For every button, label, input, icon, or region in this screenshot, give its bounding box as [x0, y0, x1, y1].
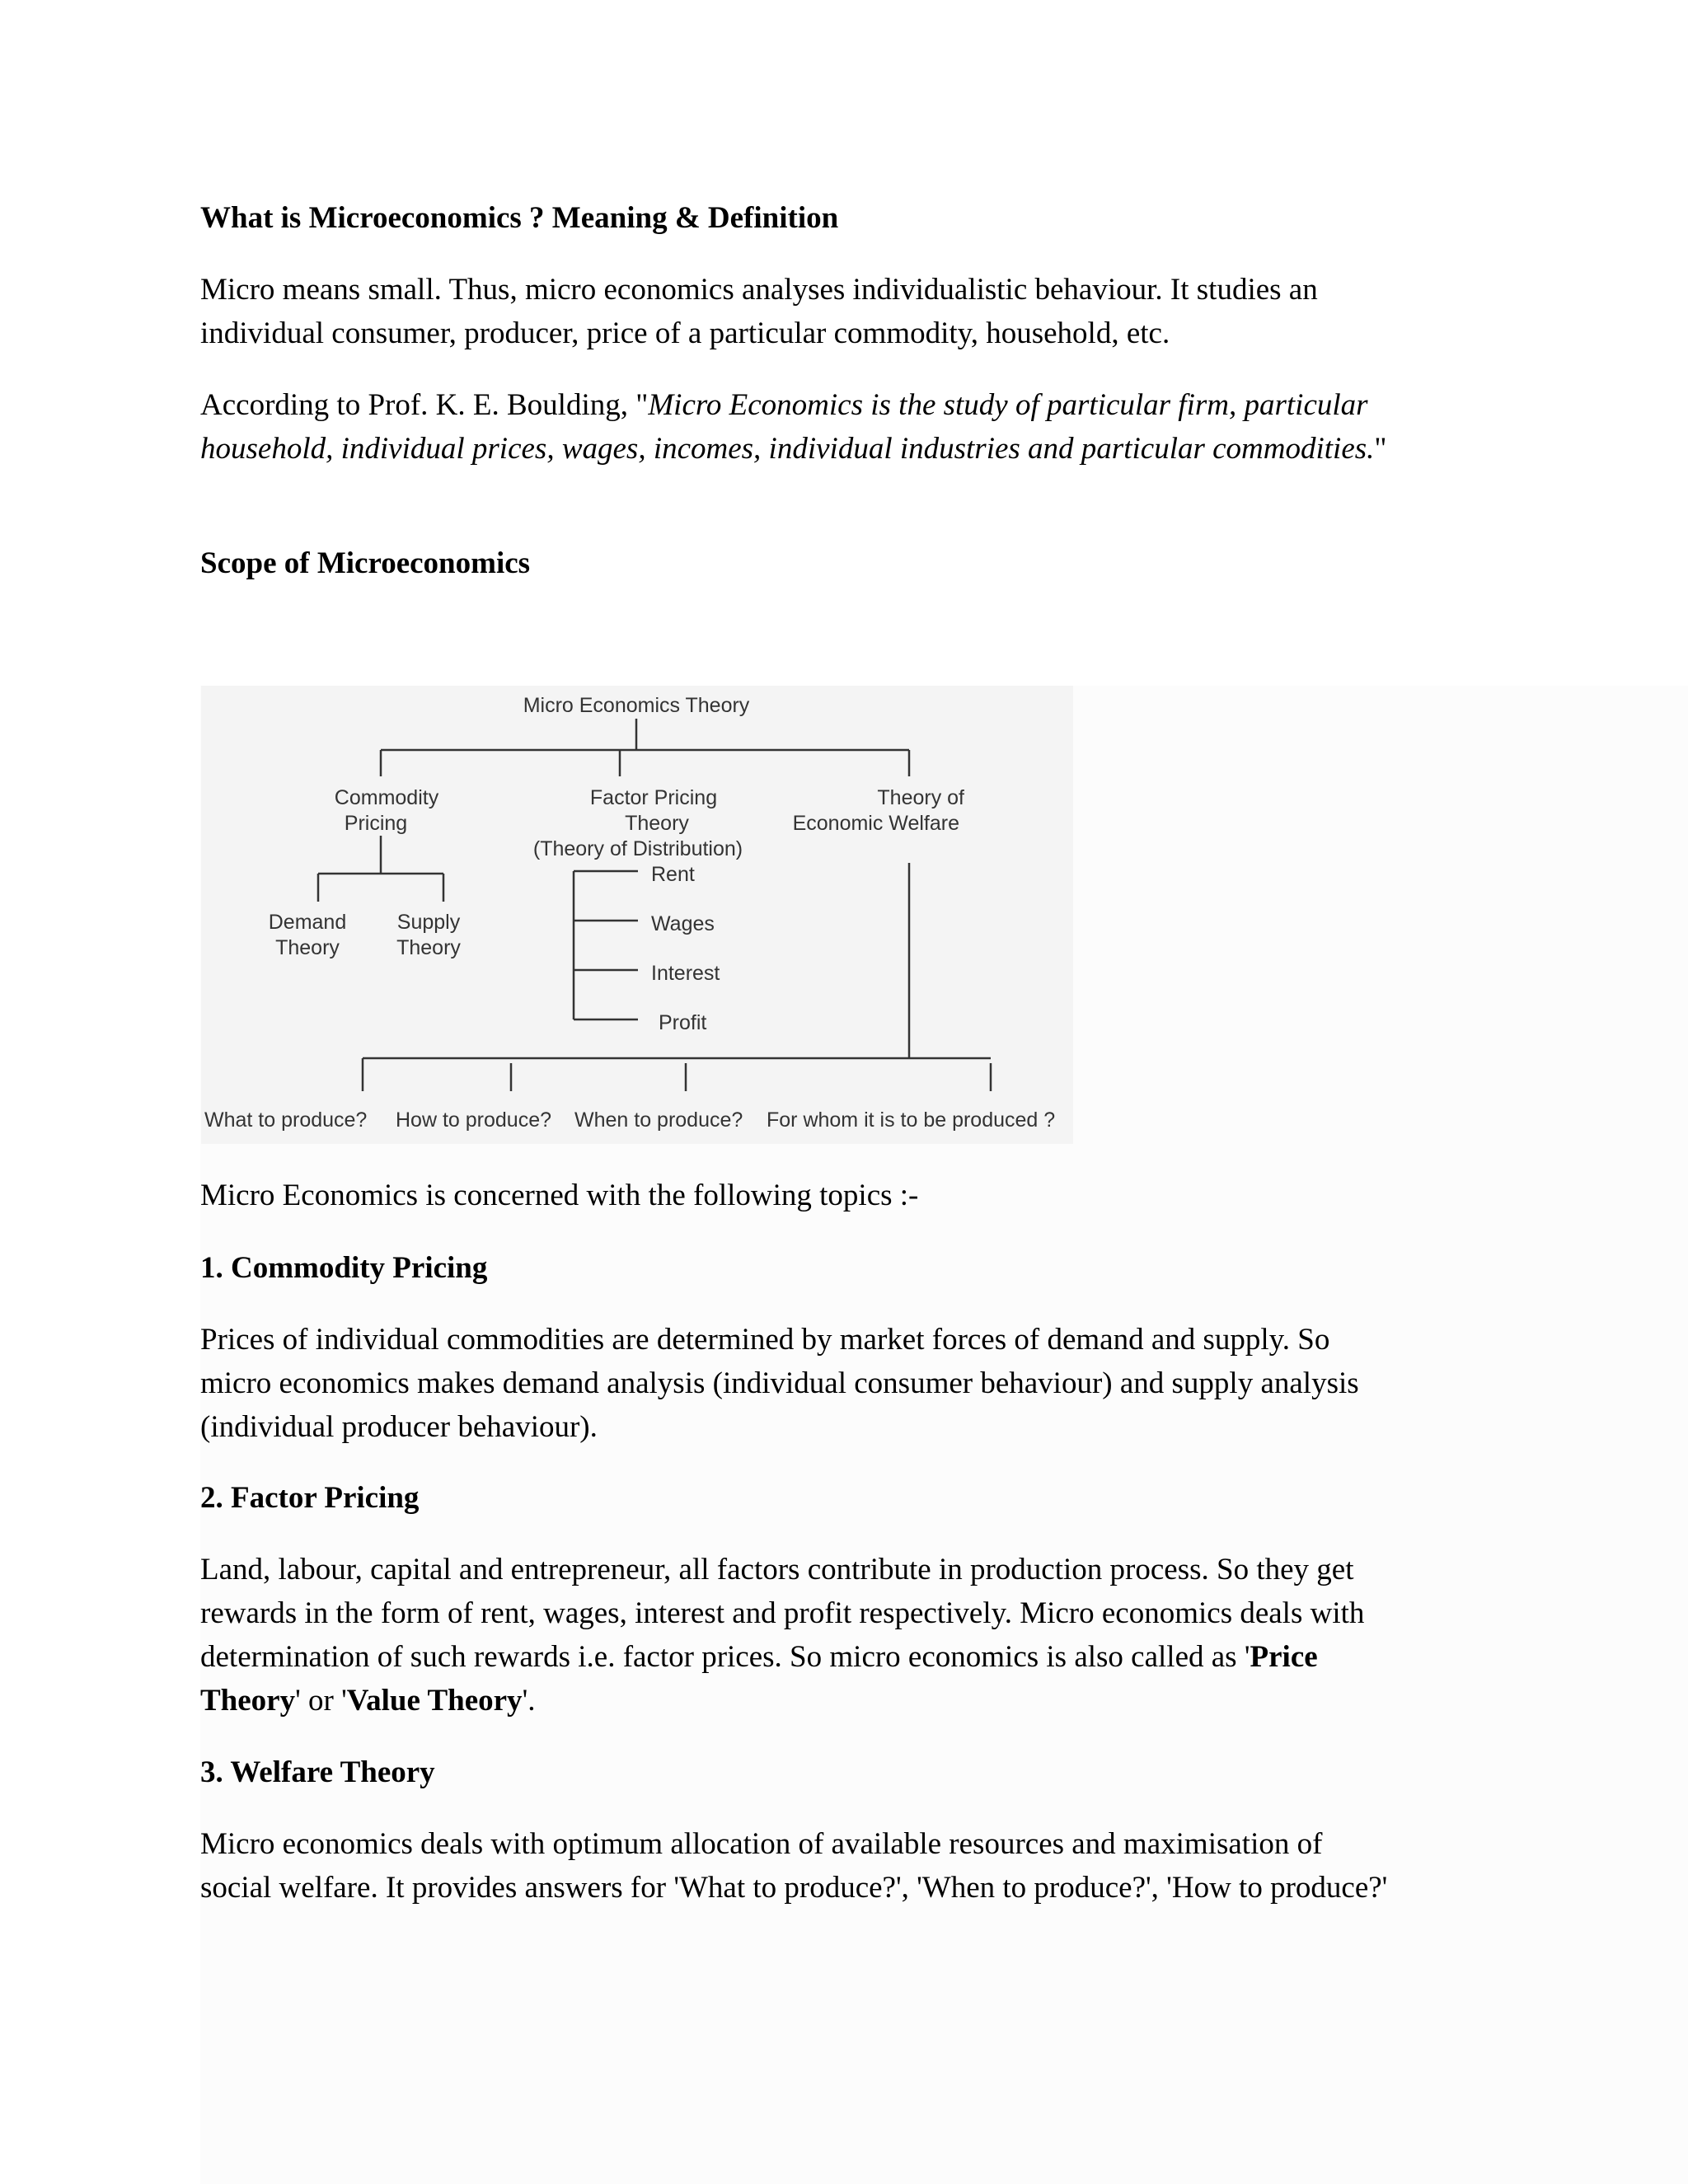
- diagram-commodity-label-2: Pricing: [344, 812, 408, 835]
- scope-diagram: [201, 686, 1073, 1144]
- diagram-profit-label: Profit: [659, 1011, 707, 1034]
- scope-diagram-svg: [201, 686, 1073, 1144]
- diagram-question-when: When to produce?: [574, 1108, 743, 1132]
- section-3-line-1: Micro economics deals with optimum allocation of available resources and maximisation of: [200, 1827, 1323, 1861]
- definition-prefix: According to Prof. K. E. Boulding, ": [200, 388, 649, 422]
- scope-heading: Scope of Microeconomics: [200, 546, 531, 580]
- section-1-line-3: (individual producer behaviour).: [200, 1410, 598, 1444]
- section-2-line-4-connector: ' or ': [295, 1684, 347, 1718]
- definition-quote-part-2: household, individual prices, wages, incomes, individual industries and particular commodities.: [200, 432, 1375, 466]
- diagram-welfare-label-1: Theory of: [877, 786, 964, 809]
- section-3-heading: 3. Welfare Theory: [200, 1755, 435, 1789]
- diagram-rent-label: Rent: [651, 863, 695, 886]
- section-2-line-1: Land, labour, capital and entrepreneur, all factors contribute in production process. So they get: [200, 1553, 1354, 1586]
- definition-suffix: ": [1374, 432, 1387, 466]
- section-2-line-4-suffix: '.: [522, 1684, 536, 1718]
- section-1-line-1: Prices of individual commodities are determined by market forces of demand and supply. So: [200, 1323, 1330, 1357]
- diagram-factor-label-2: Theory: [625, 812, 689, 835]
- section-1-heading: 1. Commodity Pricing: [200, 1251, 488, 1285]
- definition-line-2: [200, 427, 1387, 471]
- diagram-question-how: How to produce?: [396, 1108, 552, 1132]
- price-theory-term-part-2: Theory: [200, 1684, 296, 1718]
- diagram-demand-label-1: Demand: [268, 911, 347, 934]
- diagram-wages-label: Wages: [651, 912, 715, 935]
- price-theory-term-part-1: Price: [1250, 1640, 1318, 1674]
- section-3-line-2: social welfare. It provides answers for 'What to produce?', 'When to produce?', 'How to produce?': [200, 1871, 1388, 1905]
- section-2-line-4: [200, 1679, 535, 1722]
- intro-paragraph-line-2: individual consumer, producer, price of a particular commodity, household, etc.: [200, 316, 1170, 350]
- diagram-question-what: What to produce?: [204, 1108, 368, 1132]
- section-2-line-2: rewards in the form of rent, wages, interest and profit respectively. Micro economics deals with: [200, 1596, 1365, 1630]
- definition-line-1: [200, 383, 1368, 427]
- page-title: What is Microeconomics ? Meaning & Definition: [200, 201, 839, 235]
- section-2-line-3: [200, 1635, 1318, 1679]
- diagram-demand-label-2: Theory: [275, 936, 340, 959]
- diagram-root-label: Micro Economics Theory: [523, 694, 750, 717]
- topics-intro: Micro Economics is concerned with the following topics :-: [200, 1179, 919, 1212]
- diagram-factor-label-3: (Theory of Distribution): [532, 837, 743, 860]
- diagram-connector-lines: [318, 719, 991, 1091]
- definition-quote-part-1: Micro Economics is the study of particular firm, particular: [648, 388, 1368, 422]
- diagram-factor-label-1: Factor Pricing: [589, 786, 718, 809]
- diagram-welfare-label-2: Economic Welfare: [792, 812, 959, 835]
- diagram-supply-label-1: Supply: [396, 911, 461, 934]
- value-theory-term: Value Theory: [346, 1684, 523, 1718]
- section-1-line-2: micro economics makes demand analysis (individual consumer behaviour) and supply analysis: [200, 1366, 1359, 1400]
- diagram-question-whom: For whom it is to be produced ?: [767, 1108, 1056, 1132]
- diagram-commodity-label-1: Commodity: [334, 786, 439, 809]
- diagram-interest-label: Interest: [651, 962, 720, 985]
- intro-paragraph-line-1: Micro means small. Thus, micro economics analyses individualistic behaviour. It studies an: [200, 273, 1318, 307]
- section-2-heading: 2. Factor Pricing: [200, 1481, 420, 1515]
- section-2-line-3-text: determination of such rewards i.e. factor prices. So micro economics is also called as ': [200, 1640, 1250, 1674]
- diagram-supply-label-2: Theory: [396, 936, 461, 959]
